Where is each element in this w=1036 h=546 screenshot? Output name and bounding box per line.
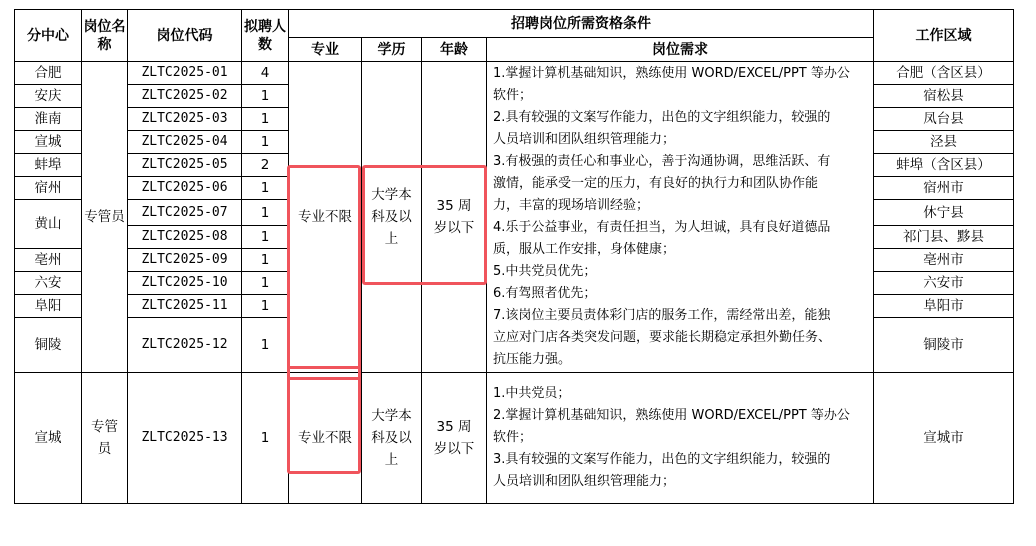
cell-major: 专业不限 <box>289 62 362 373</box>
cell-work-area: 阜阳市 <box>874 295 1014 318</box>
cell-work-area: 亳州市 <box>874 249 1014 272</box>
cell-center: 蚌埠 <box>15 154 82 177</box>
header-major: 专业 <box>289 38 362 62</box>
cell-work-area: 泾县 <box>874 131 1014 154</box>
cell-count: 4 <box>242 62 289 85</box>
requirement-line: 人员培训和团队组织管理能力； <box>493 474 676 489</box>
cell-count: 1 <box>242 108 289 131</box>
cell-post-code: ZLTC2025-11 <box>128 295 242 318</box>
cell-count: 1 <box>242 85 289 108</box>
requirement-line: 人员培训和团队组织管理能力； <box>493 132 676 147</box>
requirement-line: 立应对门店各类突发问题，要求能长期稳定承担外勤任务、 <box>493 330 832 345</box>
cell-major: 专业不限 <box>289 373 362 504</box>
cell-center: 安庆 <box>15 85 82 108</box>
cell-count: 1 <box>242 295 289 318</box>
header-post-code: 岗位代码 <box>128 10 242 62</box>
cell-center: 六安 <box>15 272 82 295</box>
requirement-line: 软件； <box>493 430 533 445</box>
cell-count: 1 <box>242 177 289 200</box>
cell-count: 1 <box>242 131 289 154</box>
cell-age: 35 周岁以下 <box>422 62 487 373</box>
table-row <box>15 373 1014 504</box>
requirement-line: 1.掌握计算机基础知识，熟练使用 WORD/EXCEL/PPT 等办公 <box>493 66 850 81</box>
cell-work-area: 休宁县 <box>874 200 1014 226</box>
cell-center: 阜阳 <box>15 295 82 318</box>
cell-post-code: ZLTC2025-08 <box>128 226 242 249</box>
cell-education: 大学本科及以上 <box>362 62 422 373</box>
cell-post-code: ZLTC2025-09 <box>128 249 242 272</box>
requirement-line: 力，丰富的现场培训经验； <box>493 198 650 213</box>
cell-post-code: ZLTC2025-12 <box>128 318 242 373</box>
requirement-line: 激情，能承受一定的压力，有良好的执行力和团队协作能 <box>493 176 819 191</box>
cell-center: 铜陵 <box>15 318 82 373</box>
cell-center: 黄山 <box>15 200 82 249</box>
cell-requirements <box>487 62 874 373</box>
cell-post-code: ZLTC2025-04 <box>128 131 242 154</box>
cell-center: 宿州 <box>15 177 82 200</box>
cell-center: 合肥 <box>15 62 82 85</box>
cell-center: 亳州 <box>15 249 82 272</box>
cell-count: 1 <box>242 249 289 272</box>
requirement-line: 1.中共党员； <box>493 386 571 401</box>
requirement-line: 6.有驾照者优先； <box>493 286 597 301</box>
cell-post-code: ZLTC2025-13 <box>128 373 242 504</box>
header-planned-count: 拟聘人数 <box>242 10 289 62</box>
header-post-name: 岗位名称 <box>82 10 128 62</box>
header-requirements: 岗位需求 <box>487 38 874 62</box>
recruitment-table <box>14 9 1014 504</box>
cell-work-area: 蚌埠（含区县） <box>874 154 1014 177</box>
table-row <box>15 62 1014 85</box>
cell-age: 35 周岁以下 <box>422 373 487 504</box>
cell-post-code: ZLTC2025-10 <box>128 272 242 295</box>
cell-requirements <box>487 373 874 504</box>
requirement-line: 5.中共党员优先； <box>493 264 597 279</box>
cell-post-code: ZLTC2025-07 <box>128 200 242 226</box>
cell-work-area: 宣城市 <box>874 373 1014 504</box>
cell-post-code: ZLTC2025-02 <box>128 85 242 108</box>
requirement-line: 2.掌握计算机基础知识，熟练使用 WORD/EXCEL/PPT 等办公 <box>493 408 850 423</box>
cell-count: 1 <box>242 226 289 249</box>
requirement-line: 4.乐于公益事业，有责任担当，为人坦诚，具有良好道德品 <box>493 220 831 235</box>
cell-center: 宣城 <box>15 131 82 154</box>
cell-center: 宣城 <box>15 373 82 504</box>
cell-post-code: ZLTC2025-01 <box>128 62 242 85</box>
cell-post-code: ZLTC2025-05 <box>128 154 242 177</box>
cell-count: 2 <box>242 154 289 177</box>
requirement-line: 3.有极强的责任心和事业心，善于沟通协调，思维活跃、有 <box>493 154 831 169</box>
cell-center: 淮南 <box>15 108 82 131</box>
cell-count: 1 <box>242 200 289 226</box>
header-age: 年龄 <box>422 38 487 62</box>
cell-work-area: 凤台县 <box>874 108 1014 131</box>
cell-count: 1 <box>242 272 289 295</box>
requirement-line: 质，服从工作安排，身体健康； <box>493 242 676 257</box>
requirement-line: 软件； <box>493 88 533 103</box>
requirement-line: 抗压能力强。 <box>493 352 572 367</box>
header-work-area: 工作区域 <box>874 10 1014 62</box>
requirement-line: 3.具有较强的文案写作能力，出色的文字组织能力，较强的 <box>493 452 831 467</box>
header-qualification: 招聘岗位所需资格条件 <box>289 10 874 38</box>
header-center: 分中心 <box>15 10 82 62</box>
cell-work-area: 宿松县 <box>874 85 1014 108</box>
header-education: 学历 <box>362 38 422 62</box>
cell-post-name: 专管员 <box>82 62 128 373</box>
cell-work-area: 合肥（含区县） <box>874 62 1014 85</box>
requirement-line: 7.该岗位主要员责体彩门店的服务工作，需经常出差，能独 <box>493 308 831 323</box>
cell-education: 大学本科及以上 <box>362 373 422 504</box>
cell-work-area: 六安市 <box>874 272 1014 295</box>
cell-count: 1 <box>242 318 289 373</box>
requirement-line: 2.具有较强的文案写作能力，出色的文字组织能力，较强的 <box>493 110 831 125</box>
cell-post-code: ZLTC2025-03 <box>128 108 242 131</box>
cell-work-area: 宿州市 <box>874 177 1014 200</box>
cell-post-code: ZLTC2025-06 <box>128 177 242 200</box>
cell-work-area: 铜陵市 <box>874 318 1014 373</box>
cell-count: 1 <box>242 373 289 504</box>
cell-work-area: 祁门县、黟县 <box>874 226 1014 249</box>
cell-post-name: 专管员 <box>82 373 128 504</box>
